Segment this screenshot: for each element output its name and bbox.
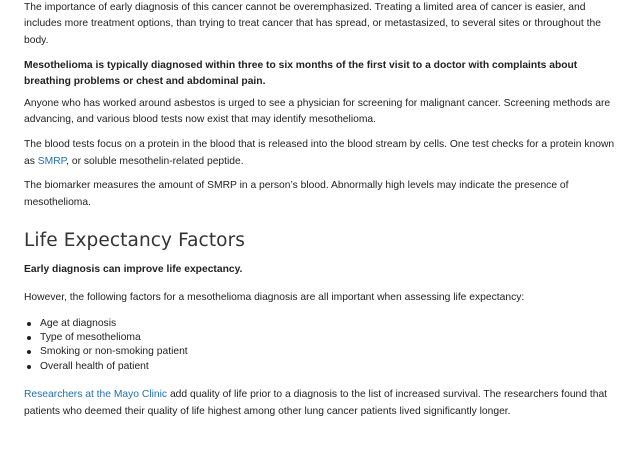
paragraph-early-diagnosis: The importance of early diagnosis of this cancer cannot be overemphasized. Treating a limited area of cancer is easier, and includes more treatment options, than trying to treat cancer that has spread, or metastasized, to several sites or throughout the body. [24, 1, 601, 46]
paragraph-blood-tests [24, 137, 616, 170]
bullet-icon [27, 322, 31, 326]
bullet-icon [27, 365, 31, 369]
factors-list [24, 317, 188, 374]
blood-tests-text: The blood tests focus on a protein in the blood that is released into the blood stream by cells. One test checks for a protein known as [24, 139, 615, 167]
paragraph-diagnosis-timing: Mesothelioma is typically diagnosed within three to six months of the first visit to a doctor with complaints about breathing problems or chest and abdominal pain. [24, 59, 578, 87]
list-item-text: Smoking or non-smoking patient [40, 346, 188, 358]
mayo-clinic-text: add quality of life prior to a diagnosis to the list of increased survival. The researchers found that patients who deemed their quality of life highest among other lung cancer patients lived significantly longer. [24, 389, 608, 417]
paragraph-biomarker: The biomarker measures the amount of SMRP in a person’s blood. Abnormally high levels may indicate the presence of mesothelioma. [24, 180, 569, 208]
list-item-text: Overall health of patient [40, 360, 149, 372]
list-item [24, 345, 188, 359]
smrp-link[interactable]: SMRP [37, 155, 67, 167]
mayo-clinic-link[interactable]: Researchers at the Mayo Clinic [24, 389, 168, 400]
paragraph-mayo-clinic [24, 387, 616, 420]
list-item-text: Type of mesothelioma [40, 332, 141, 344]
paragraph-factors-intro: However, the following factors for a mesothelioma diagnosis are all important when assessing life expectancy: [24, 292, 525, 303]
section-heading: Life Expectancy Factors [24, 230, 246, 251]
list-item [24, 331, 188, 345]
list-item-text: Age at diagnosis [40, 318, 117, 329]
blood-tests-text-end: , or soluble mesothelin-related peptide. [66, 155, 244, 167]
paragraph-life-expectancy-bold: Early diagnosis can improve life expectancy. [24, 264, 243, 275]
paragraph-screening: Anyone who has worked around asbestos is urged to see a physician for screening for malignant cancer. Screening methods are advancing, and various blood tests now exist that may identify mesothelioma. [24, 97, 611, 125]
bullet-icon [27, 350, 31, 354]
list-item [24, 317, 188, 331]
bullet-icon [27, 336, 31, 340]
list-item [24, 360, 188, 374]
